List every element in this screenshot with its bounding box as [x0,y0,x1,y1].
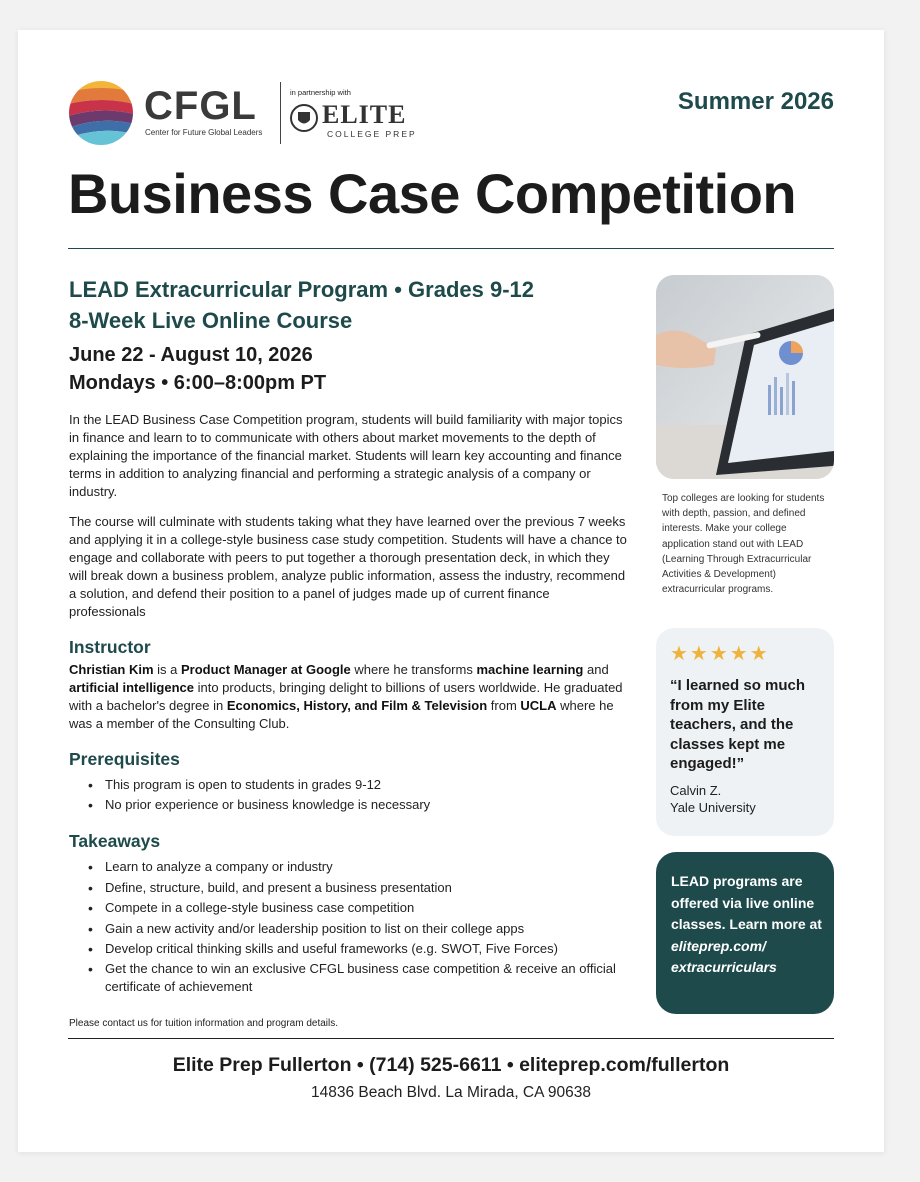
author-school: Yale University [670,800,756,815]
list-item: • Develop critical thinking skills and useful frameworks (e.g. SWOT, Five Forces) [105,939,629,960]
bio-text: where he was a member of the Consulting Club. [69,698,614,731]
instructor-heading: Instructor [69,637,151,657]
testimonial-card [656,628,834,836]
bio-text: where he transforms [350,662,477,677]
instructor-topic: artificial intelligence [69,680,194,695]
description-paragraph-2: The course will culminate with students taking what they have learned over the previous 7 weeks and applying it in a college-style business case study competition. Students will have a chance to engage and collaborate with peers to put together a thorough presentation deck, in which they will break down a business problem, analyze public information, assess the industry, recommend a solution, and defend their position to a panel of judges made up of current finance professionals [69,514,627,619]
sidebar-caption: Top colleges are looking for students with depth, passion, and defined interests. Make your college application stand out with LEAD (Learning Through Extracurricular Activities & Development) extracurricular programs. [662,493,825,596]
bio-text: into products, bringing delight to billions of users worldwide. He graduated with a bachelor's degree in [69,680,623,713]
course-dates: June 22 - August 10, 2026 [69,344,313,366]
course-format: 8-Week Live Online Course [69,308,353,333]
footer-contact: Elite Prep Fullerton • (714) 525-6611 • eliteprep.com/fullerton [172,1054,730,1076]
season-label: Summer 2026 [677,88,834,115]
list-item: • Learn to analyze a company or industry [105,857,629,878]
list-item: • This program is open to students in grades 9-12 [105,775,629,795]
cfgl-globe-logo [68,80,134,146]
author-name: Calvin Z. [670,783,722,798]
logo-divider [280,82,281,144]
rating-stars-icon: ★★★★★ [670,643,770,665]
main-content [69,274,629,996]
instructor-school: UCLA [520,698,557,713]
cta-card [656,852,834,1014]
bio-text: from [487,698,521,713]
org-name: CFGL [144,84,257,128]
logo-row [68,80,428,146]
cta-line: LEAD programs are offered via live online classes. Learn more at [671,873,822,933]
prerequisites-heading: Prerequisites [69,749,180,769]
takeaways-list [69,857,629,996]
list-item: • Define, structure, build, and present a business presentation [105,878,629,899]
list-item: • No prior experience or business knowledge is necessary [105,795,629,815]
bio-text: is a [153,662,181,677]
instructor-topic: machine learning [476,662,584,677]
contact-note: Please contact us for tuition information and program details. [69,1018,339,1029]
program-line: LEAD Extracurricular Program • Grades 9-12 [69,277,534,302]
page-title: Business Case Competition [68,162,797,225]
testimonial-quote: “I learned so much from my Elite teachers, and the classes kept me engaged!” [670,677,806,772]
course-schedule: Mondays • 6:00–8:00pm PT [69,372,327,394]
list-item: • Gain a new activity and/or leadership position to list on their college apps [105,919,629,940]
footer-address: 14836 Beach Blvd. La Mirada, CA 90638 [310,1084,592,1101]
cta-text [671,871,827,979]
bio-text: and [583,662,609,677]
instructor-bio [69,661,629,733]
partner-label: in partnership with [290,88,351,97]
org-subtitle: Center for Future Global Leaders [145,128,263,137]
partner-name: ELITE [322,100,407,129]
description-paragraph-1: In the LEAD Business Case Competition program, students will build familiarity with major topics in finance and learn to to communicate with others about market movements to the depth of explaining the importance of the financial market. Students will learn key accounting and finance terms in addition to analyzing financial and performing a strategic analysis of a company or industry. [69,412,623,499]
takeaways-heading: Takeaways [69,831,161,851]
prerequisites-list [69,775,629,815]
list-item: • Compete in a college-style business case competition [105,898,629,919]
partner-subtitle: COLLEGE PREP [327,129,417,139]
bottom-rule [68,1038,834,1039]
testimonial-author [670,782,756,816]
elite-seal-icon [290,104,318,132]
instructor-degree: Economics, History, and Film & Television [226,698,488,713]
instructor-role: Product Manager at Google [180,662,351,677]
list-item: • Get the chance to win an exclusive CFGL business case competition & receive an official certificate of achievement [105,960,629,996]
cta-link[interactable]: eliteprep.com/ extracurriculars [671,937,777,976]
flyer-page [18,30,884,1152]
tablet-chart-photo-icon [656,275,834,479]
top-rule [68,248,834,249]
instructor-name: Christian Kim [69,662,154,677]
tablet-chart-photo [656,275,834,479]
